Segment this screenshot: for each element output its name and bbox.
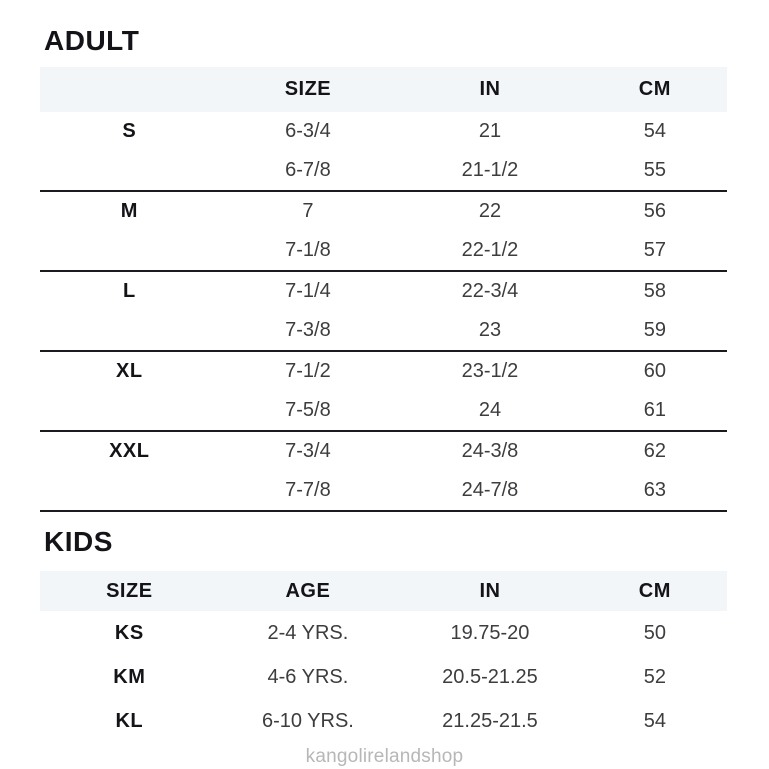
adult-size-group-xxl xyxy=(40,432,727,512)
adult-header-cm: CM xyxy=(638,78,671,100)
in-value: 23 xyxy=(478,319,502,341)
adult-size-group-l xyxy=(40,272,727,352)
table-row xyxy=(40,112,727,151)
size-value: 7 xyxy=(302,200,314,222)
in-value: 24 xyxy=(478,399,502,421)
table-row xyxy=(40,699,727,743)
cm-value: 61 xyxy=(643,399,666,421)
in-value: 22-3/4 xyxy=(461,280,519,302)
cm-value: 60 xyxy=(643,360,666,382)
size-value: 7-1/4 xyxy=(285,280,331,302)
table-row xyxy=(40,611,727,655)
size-label: L xyxy=(122,280,136,302)
in-value: 22 xyxy=(478,200,502,222)
in-value: 24-3/8 xyxy=(461,440,519,462)
kids-header-cm: CM xyxy=(638,579,671,602)
cm-value: 58 xyxy=(643,280,666,302)
size-value: 6-3/4 xyxy=(285,120,331,142)
adult-header-in: IN xyxy=(479,78,501,100)
size-label: KL xyxy=(115,709,144,732)
kids-table-header-row xyxy=(40,571,727,611)
size-label: XL xyxy=(116,360,143,382)
in-value: 21 xyxy=(478,120,502,142)
size-label: KM xyxy=(113,665,146,688)
adult-table-header-row xyxy=(40,67,727,112)
table-row xyxy=(40,231,727,270)
kids-header-in: IN xyxy=(479,579,501,602)
watermark: kangolirelandshop xyxy=(305,746,464,767)
cm-value: 54 xyxy=(643,120,666,142)
in-value: 21.25-21.5 xyxy=(442,709,538,732)
cm-value: 63 xyxy=(643,479,666,501)
table-row xyxy=(40,311,727,350)
size-value: 7-3/4 xyxy=(285,440,331,462)
cm-value: 52 xyxy=(643,665,666,688)
size-label: XXL xyxy=(109,440,150,462)
kids-section-title: KIDS xyxy=(44,526,113,557)
kids-size-table xyxy=(40,571,727,743)
size-value: 7-5/8 xyxy=(285,399,331,421)
cm-value: 56 xyxy=(643,200,666,222)
age-value: 4-6 YRS. xyxy=(267,665,349,688)
size-value: 6-7/8 xyxy=(285,159,331,181)
in-value: 22-1/2 xyxy=(461,239,519,261)
table-row xyxy=(40,655,727,699)
in-value: 20.5-21.25 xyxy=(442,665,538,688)
table-row xyxy=(40,192,727,231)
adult-size-group-m xyxy=(40,192,727,272)
in-value: 21-1/2 xyxy=(461,159,519,181)
size-label: M xyxy=(120,200,138,222)
table-row xyxy=(40,352,727,391)
kids-header-size: SIZE xyxy=(106,579,153,602)
table-row xyxy=(40,272,727,311)
adult-size-group-xl xyxy=(40,352,727,432)
age-value: 6-10 YRS. xyxy=(261,709,354,732)
in-value: 24-7/8 xyxy=(461,479,519,501)
size-value: 7-1/2 xyxy=(285,360,331,382)
size-label: KS xyxy=(114,621,144,644)
table-row xyxy=(40,432,727,471)
cm-value: 50 xyxy=(643,621,666,644)
adult-size-table xyxy=(40,67,727,512)
size-value: 7-7/8 xyxy=(285,479,331,501)
adult-section-title: ADULT xyxy=(44,25,140,56)
table-row xyxy=(40,391,727,430)
size-value: 7-1/8 xyxy=(285,239,331,261)
table-row xyxy=(40,151,727,190)
adult-header-size: SIZE xyxy=(284,78,332,100)
cm-value: 59 xyxy=(643,319,666,341)
table-row xyxy=(40,471,727,510)
in-value: 19.75-20 xyxy=(450,621,530,644)
in-value: 23-1/2 xyxy=(461,360,519,382)
age-value: 2-4 YRS. xyxy=(267,621,349,644)
size-value: 7-3/8 xyxy=(285,319,331,341)
cm-value: 62 xyxy=(643,440,666,462)
size-label: S xyxy=(122,120,137,142)
cm-value: 57 xyxy=(643,239,666,261)
kids-header-age: AGE xyxy=(285,579,331,602)
adult-size-group-s xyxy=(40,112,727,192)
cm-value: 55 xyxy=(643,159,666,181)
cm-value: 54 xyxy=(643,709,666,732)
